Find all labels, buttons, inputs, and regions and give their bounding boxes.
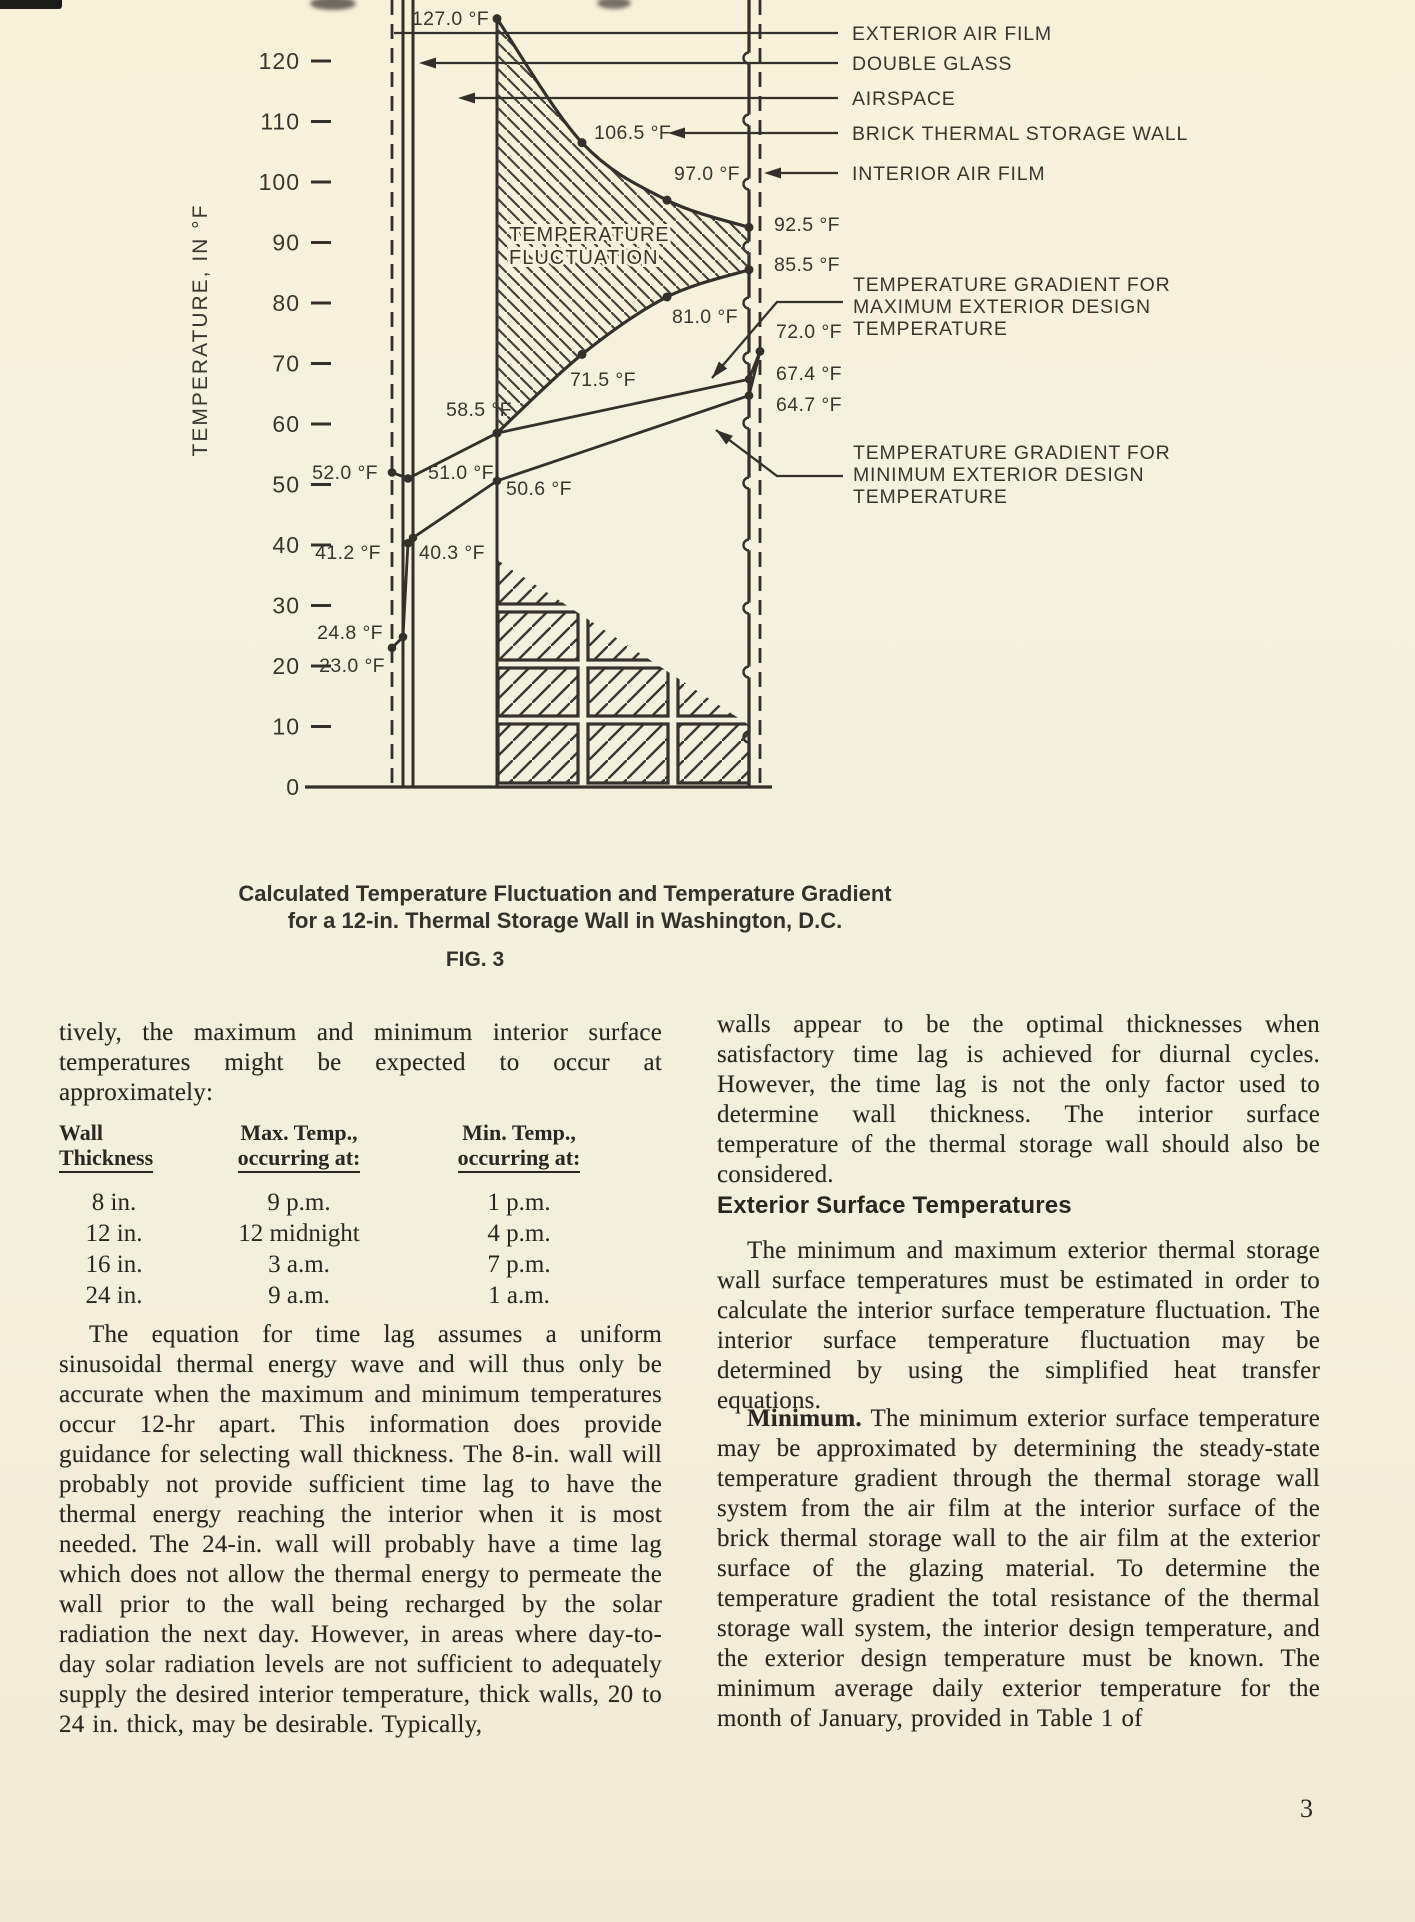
svg-text:70: 70 xyxy=(272,350,300,377)
svg-text:67.4 °F: 67.4 °F xyxy=(776,363,842,385)
svg-text:EXTERIOR AIR FILM: EXTERIOR AIR FILM xyxy=(852,23,1052,45)
gradient-minimum-exterior-design xyxy=(388,347,765,652)
table-cell: 9 a.m. xyxy=(268,1282,330,1309)
svg-text:81.0 °F: 81.0 °F xyxy=(672,306,738,328)
svg-text:AIRSPACE: AIRSPACE xyxy=(852,88,956,110)
svg-text:DOUBLE GLASS: DOUBLE GLASS xyxy=(852,53,1013,75)
svg-text:BRICK THERMAL STORAGE WALL: BRICK THERMAL STORAGE WALL xyxy=(852,123,1189,145)
svg-text:90: 90 xyxy=(272,229,300,256)
left-column-paragraph-1: tively, the maximum and minimum interior surface temperatures might be expected to occur at approximately: xyxy=(59,1019,662,1106)
svg-text:120: 120 xyxy=(258,48,300,74)
fluctuation-region-label xyxy=(509,224,670,269)
svg-text:71.5 °F: 71.5 °F xyxy=(570,369,636,391)
table-header-cell: Max. Temp., occurring at: xyxy=(169,1120,429,1173)
wall-thickness-table xyxy=(59,1120,660,1311)
svg-text:52.0 °F: 52.0 °F xyxy=(312,462,378,484)
svg-text:127.0 °F: 127.0 °F xyxy=(411,8,489,30)
svg-text:64.7 °F: 64.7 °F xyxy=(776,394,842,416)
svg-text:INTERIOR AIR FILM: INTERIOR AIR FILM xyxy=(852,163,1046,185)
svg-text:10: 10 xyxy=(272,713,300,740)
table-cell: 8 in. xyxy=(91,1189,137,1216)
scan-artifact xyxy=(0,0,62,9)
brick-wall-pattern xyxy=(498,556,749,783)
svg-text:23.0 °F: 23.0 °F xyxy=(319,655,385,677)
svg-text:0: 0 xyxy=(286,774,300,800)
svg-text:41.2 °F: 41.2 °F xyxy=(315,542,381,564)
svg-text:50: 50 xyxy=(272,471,300,498)
svg-text:40: 40 xyxy=(272,532,300,558)
right-column-paragraph-2: The minimum and maximum exterior thermal storage wall surface temperatures must be estimated in order to calculate the interior surface temperature fluctuation. The interior surface temperature fluctuation may be determined by using the simplified heat transfer equations. xyxy=(717,1237,1320,1414)
svg-text:100: 100 xyxy=(258,169,300,195)
right-column-paragraph-1: walls appear to be the optimal thicknesses when satisfactory time lag is achieved for diurnal cycles. However, the time lag is not the only factor used to determine wall thickness. The interior surface temperature of the thermal storage wall should also be considered. xyxy=(717,1011,1320,1188)
svg-text:60: 60 xyxy=(272,411,300,437)
page-number: 3 xyxy=(1300,1794,1313,1823)
figure-caption-line1: Calculated Temperature Fluctuation and Temperature Gradient xyxy=(238,881,892,906)
svg-text:72.0 °F: 72.0 °F xyxy=(776,321,842,343)
svg-text:TEMPERATURE: TEMPERATURE xyxy=(853,318,1008,340)
svg-text:110: 110 xyxy=(260,108,300,135)
svg-text:TEMPERATURE: TEMPERATURE xyxy=(853,486,1008,508)
svg-text:TEMPERATURE GRADIENT FOR: TEMPERATURE GRADIENT FOR xyxy=(853,274,1171,296)
table-cell: 3 a.m. xyxy=(268,1251,330,1278)
figure-caption xyxy=(165,880,965,934)
svg-text:51.0 °F: 51.0 °F xyxy=(428,462,494,484)
svg-text:FLUCTUATION: FLUCTUATION xyxy=(509,247,659,269)
right-column-paragraph-3 xyxy=(717,1404,1320,1734)
paragraph-bold-lead: Minimum. xyxy=(747,1405,862,1432)
table-cell: 1 p.m. xyxy=(487,1189,551,1216)
figure-chart xyxy=(0,0,1415,800)
svg-text:30: 30 xyxy=(272,592,300,619)
paragraph-text: The minimum exterior surface temperature may be approximated by determining the steady-state temperature gradient through the thermal storage wall system from the air film at the interior surface of the brick thermal storage wall to the air film at the exterior surface of the glazing material. To determine the temperature gradient the total resistance of the thermal storage wall system, the interior design temperature, and the exterior design temperature must be known. The minimum average daily exterior temperature for the month of January, provided in Table 1 of xyxy=(717,1405,1320,1732)
svg-text:40.3 °F: 40.3 °F xyxy=(419,542,485,564)
table-header-cell: Min. Temp., occurring at: xyxy=(429,1120,609,1173)
svg-text:24.8 °F: 24.8 °F xyxy=(317,622,383,644)
table-cell: 7 p.m. xyxy=(487,1251,551,1278)
svg-text:85.5 °F: 85.5 °F xyxy=(774,254,840,276)
table-header xyxy=(59,1120,660,1173)
table-cell: 12 in. xyxy=(85,1220,143,1247)
table-cell: 1 a.m. xyxy=(488,1282,550,1309)
svg-text:MAXIMUM EXTERIOR DESIGN: MAXIMUM EXTERIOR DESIGN xyxy=(853,296,1151,318)
svg-text:TEMPERATURE, IN °F: TEMPERATURE, IN °F xyxy=(189,203,212,457)
svg-text:58.5 °F: 58.5 °F xyxy=(446,399,512,421)
svg-text:80: 80 xyxy=(272,290,300,316)
table-cell: 24 in. xyxy=(85,1282,143,1309)
table-cell: 4 p.m. xyxy=(487,1220,551,1247)
svg-text:MINIMUM EXTERIOR DESIGN: MINIMUM EXTERIOR DESIGN xyxy=(853,464,1145,486)
left-column-paragraph-2: The equation for time lag assumes a uniform sinusoidal thermal energy wave and will thus only be accurate when the maximum and minimum temperatures occur 12-hr apart. This information does provide guidance for selecting wall thickness. The 8-in. wall will probably not provide sufficient time lag to have the thermal energy reaching the interior when it is most needed. The 24-in. wall will probably have a time lag which does not allow the thermal energy to permeate the wall prior to the wall being recharged by the solar radiation the next day. However, in areas where day-to-day solar radiation levels are not sufficient to adequately supply the desired interior temperature, thick walls, 20 to 24 in. thick, may be desirable. Typically, xyxy=(59,1321,662,1738)
table-cell: 16 in. xyxy=(85,1251,143,1278)
figure-caption-line2: for a 12-in. Thermal Storage Wall in Washington, D.C. xyxy=(287,908,843,933)
table-cell: 9 p.m. xyxy=(267,1189,331,1216)
table-body xyxy=(59,1187,660,1311)
svg-text:97.0 °F: 97.0 °F xyxy=(674,163,740,185)
svg-text:92.5 °F: 92.5 °F xyxy=(774,214,840,236)
section-heading: Exterior Surface Temperatures xyxy=(717,1192,1072,1219)
svg-text:106.5 °F: 106.5 °F xyxy=(594,122,672,144)
svg-text:TEMPERATURE GRADIENT FOR: TEMPERATURE GRADIENT FOR xyxy=(853,442,1171,464)
table-header-cell: Wall Thickness xyxy=(59,1120,169,1173)
svg-text:20: 20 xyxy=(272,653,300,679)
svg-text:50.6 °F: 50.6 °F xyxy=(506,478,572,500)
svg-text:TEMPERATURE: TEMPERATURE xyxy=(509,224,670,246)
table-cell: 12 midnight xyxy=(238,1220,360,1247)
gradient-callout xyxy=(716,430,1171,508)
figure-number: FIG. 3 xyxy=(445,948,505,971)
